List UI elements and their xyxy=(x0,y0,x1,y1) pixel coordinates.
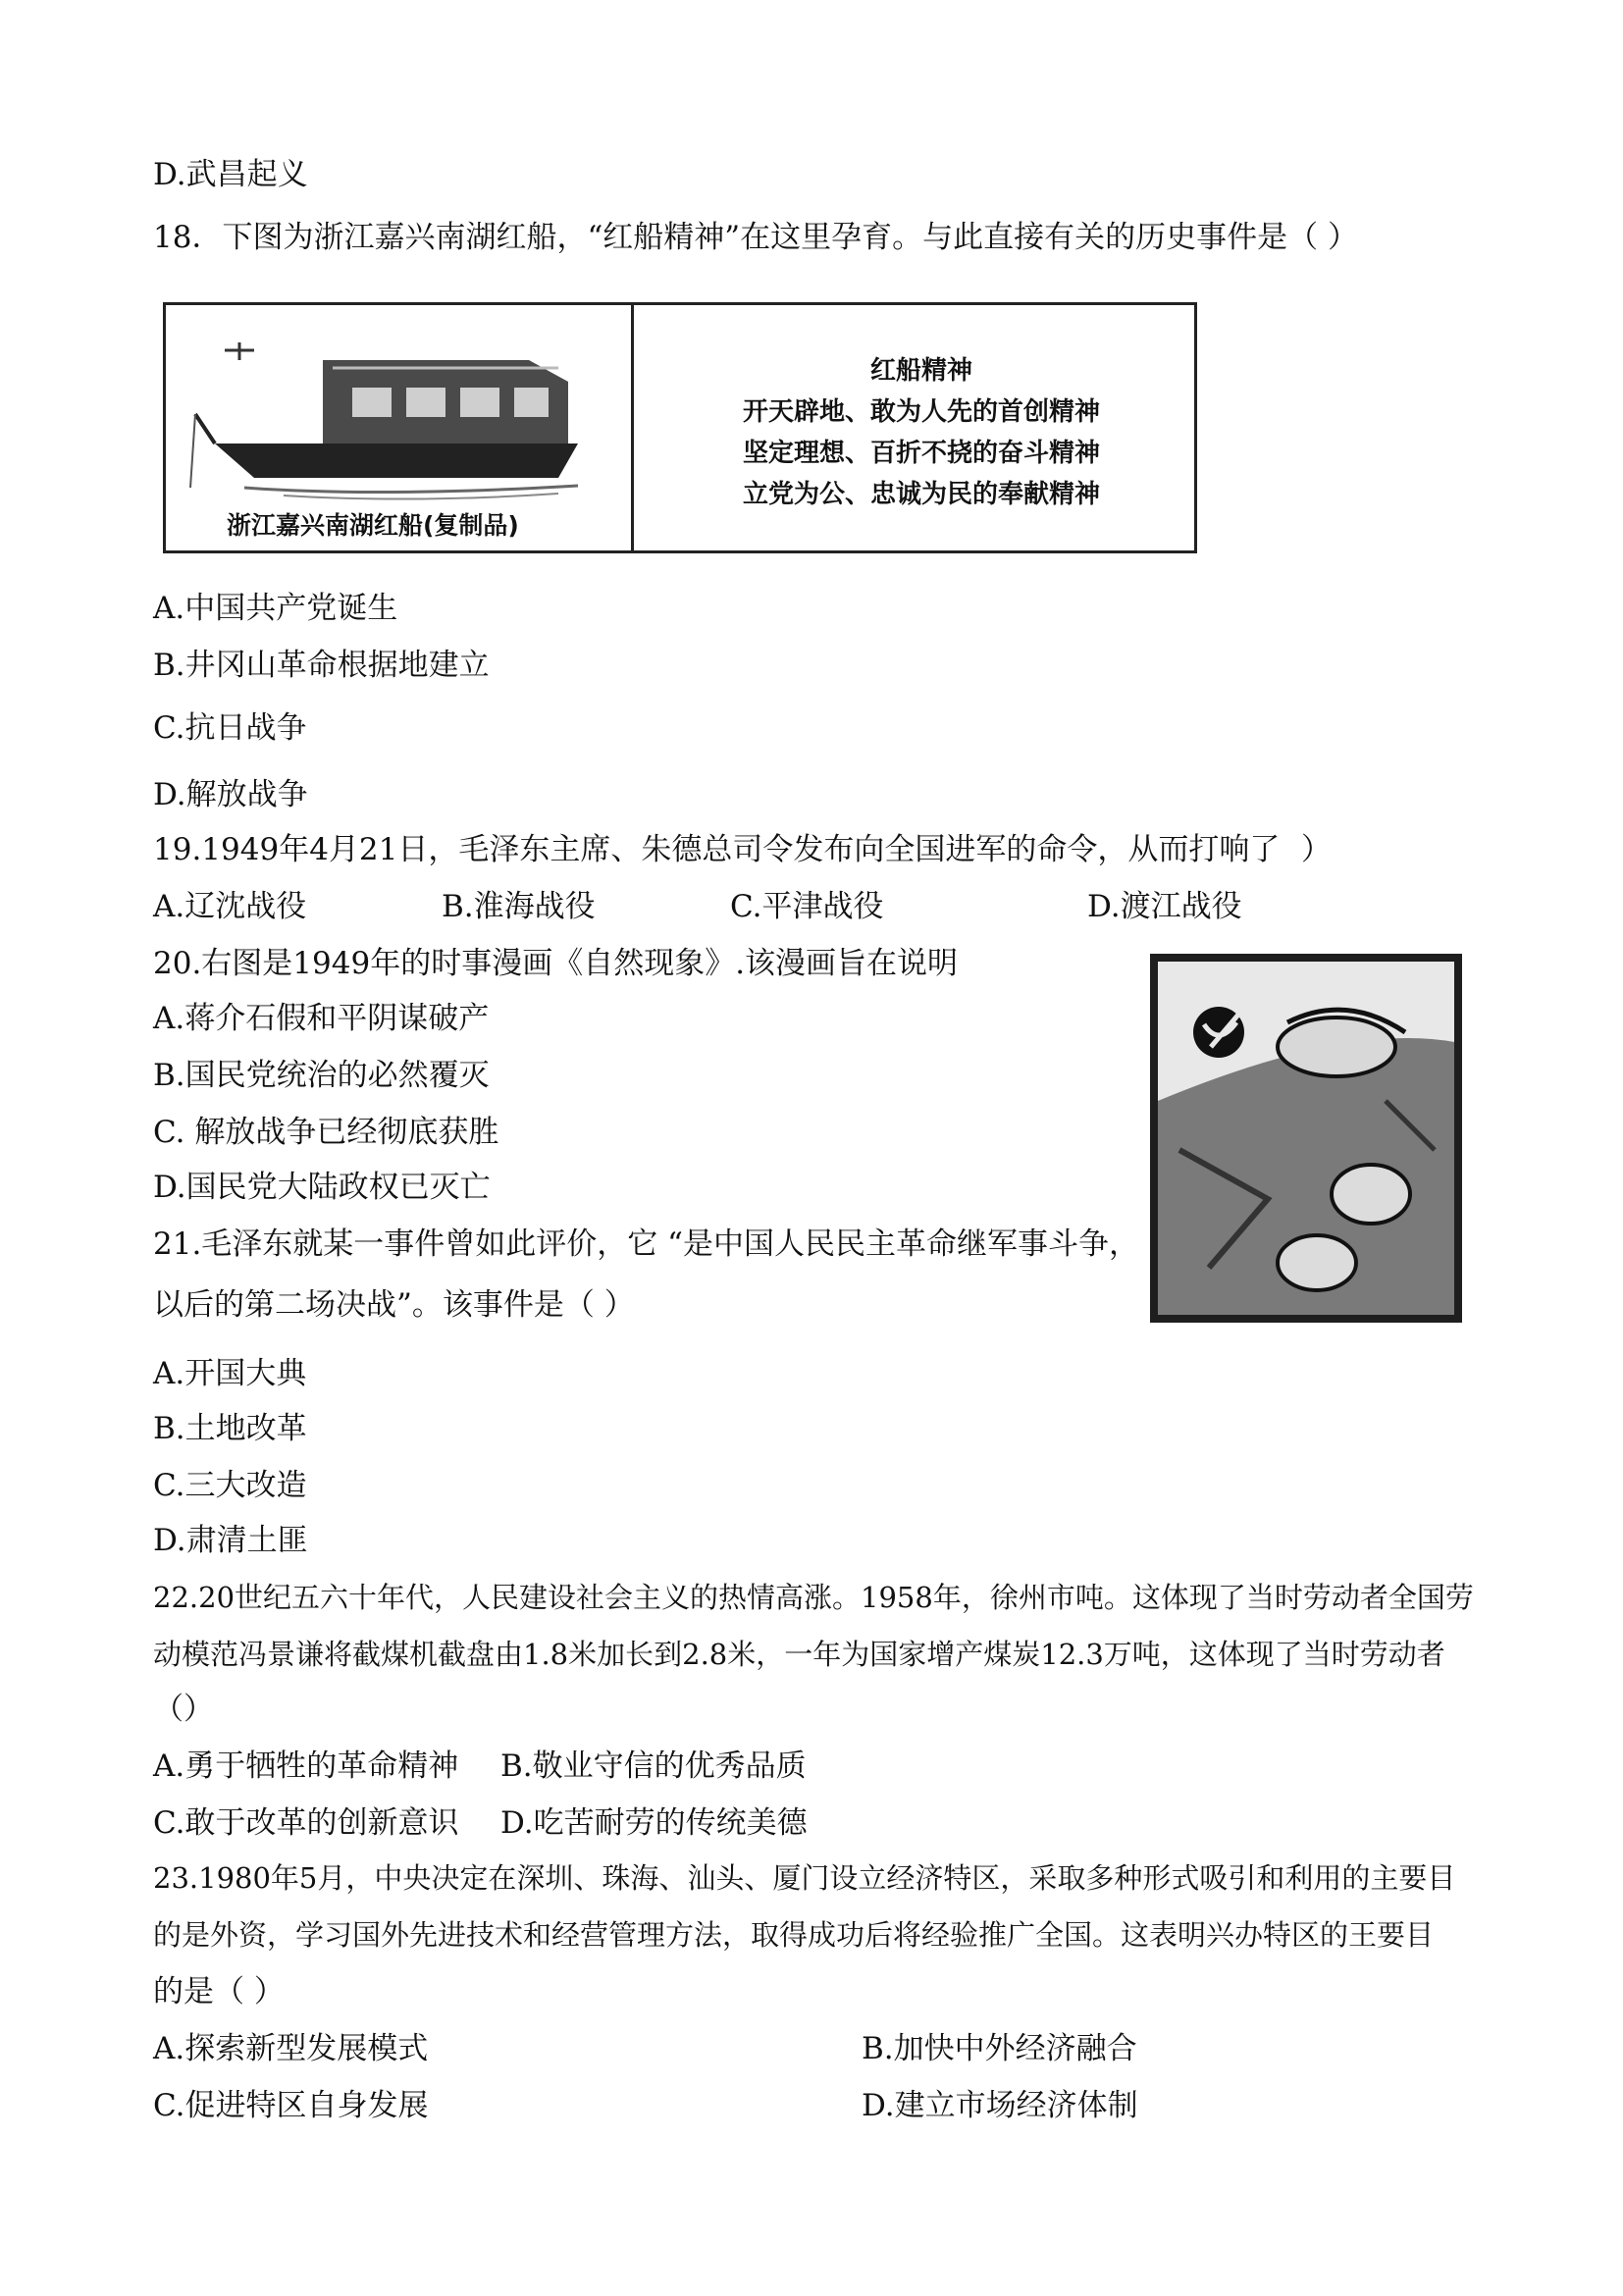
red-boat-image xyxy=(185,321,607,506)
figure-divider xyxy=(631,305,634,550)
q22-stem-line-3: （） xyxy=(153,1692,214,1727)
q21-stem-line-2: 以后的第二场决战”。该事件是（ ） xyxy=(153,1287,635,1323)
q22-option-b: B.敬业守信的优秀品质 xyxy=(500,1748,807,1784)
q21-option-b: B.土地改革 xyxy=(153,1411,307,1446)
q23-stem-line-3: 的是（ ） xyxy=(153,1974,285,2009)
q19-option-a: A.辽沈战役 xyxy=(153,889,307,924)
red-boat-figure xyxy=(163,302,1197,553)
q22-stem-line-2: 动模范冯景谦将截煤机截盘由1.8米加长到2.8米，一年为国家增产煤炭12.3万吨，这体现了当时劳动者 xyxy=(153,1638,1445,1671)
q19-stem: 19.1949年4月21日，毛泽东主席、朱德总司令发布向全国进军的命令，从而打响了 xyxy=(153,832,1281,867)
boat-sketch-icon xyxy=(185,321,607,502)
q23-option-b: B.加快中外经济融合 xyxy=(862,2031,1137,2066)
q23-option-a: A.探索新型发展模式 xyxy=(153,2031,429,2066)
q22-option-d: D.吃苦耐劳的传统美德 xyxy=(500,1805,808,1841)
q18-option-d: D.解放战争 xyxy=(153,777,308,812)
q18-stem: 18．下图为浙江嘉兴南湖红船，“红船精神”在这里孕育。与此直接有关的历史事件是（ ） xyxy=(153,220,1358,255)
q18-option-c: C.抗日战争 xyxy=(153,710,307,746)
spirit-line-2: 坚定理想、百折不挠的奋斗精神 xyxy=(742,439,1100,468)
q21-option-d: D.肃清土匪 xyxy=(153,1523,308,1558)
q18-option-a: A.中国共产党诞生 xyxy=(153,591,398,626)
boat-caption: 浙江嘉兴南湖红船(复制品) xyxy=(227,511,519,540)
q19-paren: ） xyxy=(1301,832,1332,867)
q19-option-c: C.平津战役 xyxy=(730,889,884,924)
option-d-previous: D.武昌起义 xyxy=(153,157,308,192)
q20-option-b: B.国民党统治的必然覆灭 xyxy=(153,1058,490,1093)
q20-option-a: A.蒋介石假和平阴谋破产 xyxy=(153,1001,490,1036)
spirit-title: 红船精神 xyxy=(869,356,972,386)
q22-option-c: C.敢于改革的创新意识 xyxy=(153,1805,459,1841)
cartoon-image xyxy=(1150,954,1462,1323)
q20-stem: 20.右图是1949年的时事漫画《自然现象》.该漫画旨在说明 xyxy=(153,946,959,981)
cartoon-sketch-icon xyxy=(1150,954,1462,1323)
q22-option-a: A.勇于牺牲的革命精神 xyxy=(153,1748,459,1784)
q23-option-d: D.建立市场经济体制 xyxy=(862,2088,1138,2123)
q22-stem-line-1: 22.20世纪五六十年代，人民建设社会主义的热情高涨。1958年，徐州市吨。这体现了当时劳动者全国劳 xyxy=(153,1581,1474,1614)
q18-option-b: B.井冈山革命根据地建立 xyxy=(153,648,490,683)
q20-option-c: C. 解放战争已经彻底获胜 xyxy=(153,1115,499,1150)
spirit-line-3: 立党为公、忠诚为民的奉献精神 xyxy=(742,480,1100,509)
q19-option-d: D.渡江战役 xyxy=(1087,889,1242,924)
q21-option-a: A.开国大典 xyxy=(153,1356,307,1391)
q23-option-c: C.促进特区自身发展 xyxy=(153,2088,429,2123)
q23-stem-line-2: 的是外资，学习国外先进技术和经营管理方法，取得成功后将经验推广全国。这表明兴办特区的王要目 xyxy=(153,1918,1435,1952)
spirit-line-1: 开天辟地、敢为人先的首创精神 xyxy=(742,397,1100,427)
q20-option-d: D.国民党大陆政权已灭亡 xyxy=(153,1170,491,1205)
q19-option-b: B.淮海战役 xyxy=(442,889,596,924)
q21-option-c: C.三大改造 xyxy=(153,1468,307,1503)
q23-stem-line-1: 23.1980年5月，中央决定在深圳、珠海、汕头、厦门设立经济特区，采取多种形式吸引和利用的主要目 xyxy=(153,1861,1456,1895)
q21-stem-line-1: 21.毛泽东就某一事件曾如此评价，它 “是中国人民民主革命继军事斗争， xyxy=(153,1226,1139,1262)
